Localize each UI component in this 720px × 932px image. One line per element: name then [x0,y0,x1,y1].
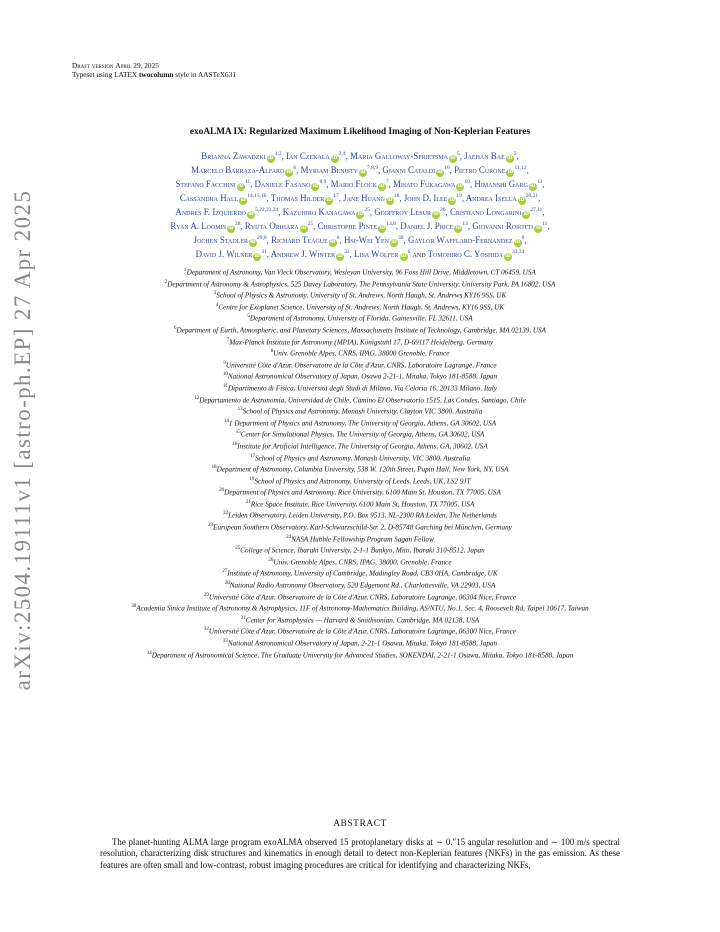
orcid-icon[interactable]: iD [523,211,529,217]
affiliation-number: 10 [222,372,228,378]
orcid-icon[interactable]: iD [530,183,536,189]
affiliation-text: Dipartimento di Fisica, Università degli Studi di Milano, Via Celoria 16, 20133 Milano, Italy [227,384,497,393]
orcid-icon[interactable]: iD [379,225,385,231]
affiliation-number: 11 [222,383,228,389]
author-affiliation-number: 14,15,16 [247,192,267,199]
affiliation-text: Department of Astronomy & Astrophysics, 525 Davey Laboratory, The Pennsylvania State University, University Park, PA 16802, USA [167,279,556,288]
author-affiliation-number: 8 [521,234,525,241]
affiliation-text: Department of Earth, Atmospheric, and Planetary Sciences, Massachusetts Institute of Technology, Cambridge, MA 02139, USA [176,326,547,335]
orcid-icon[interactable]: iD [312,183,319,189]
author-affiliation-number: 1,2 [274,151,282,157]
author-affiliation-number: 13 [462,220,468,227]
affiliation-text: Leiden Observatory, Leiden University, P.O. Box 9513, NL-2300 RA Leiden, The Netherlands [228,511,497,520]
affiliation-text: Departamento de Astronomía, Universidad de Chile, Camino El Observatorio 1515, Las Condes, Santiago, Chile [199,395,526,404]
affiliation-number: 27 [222,569,228,575]
affiliation-text: Academia Sinica Institute of Astronomy & Astrophysics, 11F of Astronomy-Mathematics Building, AS/NTU, No.1, Sec. 4, Roosevelt Rd, Taipei 10617, Taiwan [136,604,589,613]
author-name[interactable]: Marcelo Barraza-Alfaro [191,164,285,175]
affiliation [60,428,660,440]
orcid-icon[interactable]: iD [326,197,332,203]
affiliation-number: 5 [247,314,250,320]
author-affiliation-number: 13,8 [386,220,396,227]
affiliation [60,266,660,278]
orcid-icon[interactable]: iD [450,155,456,161]
and-conjunction: and [412,248,426,259]
author-name[interactable]: Gaylor Wafflard-Fernandez [407,234,513,245]
affiliation-number: 34 [146,650,152,656]
affiliation-text: Institute of Astronomy, University of Cambridge, Madingley Road, CB3 0HA, Cambridge, UK [227,569,498,578]
author-affiliation-number: 29,8 [257,234,267,241]
affiliation [60,382,660,394]
author-affiliation-number: 6 [407,248,411,255]
affiliation [60,602,660,614]
affiliation-number: 31 [240,615,246,621]
affiliation [60,556,660,568]
author-name[interactable]: Cassandra Hall [179,192,239,203]
author-name[interactable]: Giovanni Rosotti [472,220,534,231]
orcid-icon[interactable]: iD [300,225,307,231]
affiliation [60,475,660,487]
author-affiliation-number: 19 [456,192,462,199]
author-affiliation-number: 17 [333,192,339,199]
affiliation-text: Rice Space Institute, Rice University, 6100 Main St, Houston, TX 77005, USA [250,500,475,509]
orcid-icon[interactable]: iD [507,169,514,175]
draft-version-line: Draft version April 29, 2025 [72,61,159,70]
affiliation-number: 29 [203,592,209,598]
affiliation-number: 21 [245,499,251,505]
author-line: Brianna Zawadzki iD$^{1,2}$, Ian Czekala iD$^{3,4}$, Maria Galloway-Sprietsma $iD^5$, Jaehan Bae $iD^5$, [201,150,519,161]
affiliation [60,394,660,406]
author-affiliation-number: 33,34 [512,248,525,255]
orcid-icon[interactable]: iD [449,197,455,203]
author-name[interactable]: Stefano Facchini [175,178,236,189]
author-line: Marcelo Barraza-Alfaro $iD^6$, Myriam Benisty iD$^{7,8,9}$, Gianni Cataldi $iD^{10}$, Pietro Curone iD$^{11,12}$, [191,164,529,175]
orcid-icon[interactable]: iD [254,253,260,259]
affiliation-text: Centre for Exoplanet Science, University of St. Andrews, North Haugh, St. Andrews, KY16 9SS, UK [218,303,505,312]
affiliation [60,544,660,556]
affiliation-text: 1 Department of Physics and Astronomy, The University of Georgia, Athens, GA 30602, USA [228,419,497,428]
author-affiliation-number: 20,21 [525,192,539,199]
author-affiliation-number: 6 [336,234,340,241]
author-affiliation-number: 25 [364,206,370,213]
affiliation-text: Department of Physics and Astronomy, Rice University, 6100 Main St, Houston, TX 77005, USA [224,488,501,497]
affiliation-text: National Astronomical Observatory of Japan, 2-21-1 Osawa, Mitaka, Tokyo 181-8588, Japan [227,639,498,648]
affiliation [60,336,660,348]
author-affiliation-number: 11 [244,178,251,185]
author-name[interactable]: Daniele Fasano [254,178,311,189]
affiliation-text: College of Science, Ibaraki University, 2-1-1 Bunkyo, Mito, Ibaraki 310-8512, Japan [240,546,485,555]
author-name[interactable]: Himanshi Garg [474,178,528,189]
author-affiliation-number: 8,9 [319,178,327,185]
affiliation-text: NASA Hubble Fellowship Program Sagan Fellow [291,535,434,544]
affiliation-number: 6 [173,325,177,331]
affiliation-number: 16 [232,441,238,447]
affiliation-number: 25 [235,546,241,552]
affiliation-number: 30 [131,604,137,610]
arxiv-identifier: arXiv:2504.19111v1 [astro-ph.EP] 27 Apr 2025 [10,189,35,691]
author-affiliation-number: 11,12 [514,164,527,171]
affiliation-text: Department of Astronomy, Columbia University, 538 W. 120th Street, Pupin Hall, New York, NY, USA [216,465,509,474]
author-name[interactable]: Richard Teague [271,234,328,245]
orcid-icon[interactable]: iD [238,183,244,189]
orcid-icon[interactable]: iD [268,155,274,161]
orcid-icon[interactable]: iD [437,169,443,175]
author-name[interactable]: Thomas Hilder [270,192,325,203]
author-list [60,149,660,261]
preprint-header [72,61,236,79]
orcid-icon[interactable]: iD [400,253,407,259]
author-name[interactable]: Tomohiro C. Yoshida [427,248,504,259]
author-name[interactable]: Cristiano Longarini [449,206,522,217]
affiliation-text: School of Physics and Astronomy, University of Leeds, Leeds, UK, LS2 9JT [254,477,471,486]
author-name[interactable]: Maria Galloway-Sprietsma [350,150,448,161]
affiliation [60,614,660,626]
affiliation-number: 24 [286,534,292,540]
affiliation-text: European Southern Observatory, Karl-Schwarzschild-Str. 2, D-85748 Garching bei München, Germany [213,523,512,532]
author-name[interactable]: Mario Flock [330,178,377,189]
affiliation-text: Université Côte d'Azur, Observatoire de la Côte d'Azur, CNRS, Laboratoire Lagrange, France [225,361,497,370]
orcid-icon[interactable]: iD [357,211,363,217]
affiliation-text: National Astronomical Observatory of Japan, Osawa 2-21-1, Mitaka, Tokyo 181-8588, Japan [227,372,498,381]
affiliation [60,649,660,661]
affiliation [60,301,660,313]
affiliation [60,579,660,591]
affiliation-text: Université Côte d'Azur, Observatoire de la Côte d'Azur, CNRS, Laboratoire Lagrange, 06304 Nice, France [208,593,517,602]
affiliation [60,533,660,545]
author-affiliation-number: 5 [513,151,517,157]
affiliation-number: 15 [235,430,241,436]
affiliation-text: School of Physics and Astronomy, Monash University, Clayton VIC 3800, Australia [242,407,483,416]
author-affiliation-number: 13 [536,178,543,185]
affiliation-number: 26 [268,557,274,563]
author-affiliation-number: 3,4 [338,151,346,157]
affiliation-number: 9 [223,360,226,366]
author-name[interactable]: Christophe Pinte [317,220,378,231]
author-line: Cassandra Hall iD$^{14,15,16}$, Thomas Hilder $iD^{17}$, Jane Huang $iD^{18}$, John D. Ilee $iD^{19}$, Andrea Isella iD$^{20,21}$, [179,192,541,203]
orcid-icon[interactable]: iD [433,211,439,217]
paper-title: exoALMA IX: Regularized Maximum Likelihood Imaging of Non-Keplerian Features [189,127,531,137]
affiliation-text: Center for Astrophysics — Harvard & Smithsonian, Cambridge, MA 02138, USA [245,616,480,625]
author-name[interactable]: Andrew J. Winter [270,248,336,259]
author-affiliation-number: 10 [464,178,470,185]
author-affiliation-number: 18 [393,192,400,199]
author-line: Jochen Stadler iD$^{29,8}$, Richard Teague $iD^6$, Hsi-Wei Yen $iD^{30}$, Gaylor Wafflard-Fernandez $iD^8$, [193,234,527,245]
author-affiliation-number: 30 [398,234,404,241]
affiliation-number: 22 [223,511,229,517]
orcid-icon[interactable]: iD [332,155,338,161]
orcid-icon[interactable]: iD [535,225,541,231]
author-line: David J. Wilner $iD^{31}$, Andrew J. Winter $iD^{32}$, Lisa Wölfer $iD^6$ and Tomohiro C. Yoshida iD$^{33,34}$ [195,248,525,259]
affiliation-number: 19 [249,476,255,482]
affiliation [60,417,660,429]
affiliation-text: Center for Simulational Physics, The University of Georgia, Athens, GA 30602, USA [240,430,485,439]
affiliation-number: 32 [203,627,209,633]
orcid-icon[interactable]: iD [250,239,256,245]
orcid-icon[interactable]: iD [240,197,246,203]
author-line: Andrés F. Izquierdo iD$^{5,22,23,24}$, Kazuhiro Kanagawa $iD^{25}$, Geoffroy Lesur $iD^{26}$, Cristiano Longarini iD$^{27,11}$, [175,206,545,217]
author-name[interactable]: Hsi-Wei Yen [343,234,390,245]
affiliation-number: 8 [270,349,274,355]
affiliation [60,509,660,521]
affiliation [60,521,660,533]
affiliation [60,637,660,649]
affiliation-text: Department of Astronomical Science, The Graduate University for Advanced Studies, SOKENDAI, 2-21-1 Osawa, Mitaka, Tokyo 181-8588, Japan [151,650,574,659]
affiliation [60,625,660,637]
affiliation [60,440,660,452]
affiliation-number: 13 [237,407,243,413]
orcid-icon[interactable]: iD [387,197,393,203]
author-affiliation-number: 7 [385,178,389,185]
orcid-icon[interactable]: iD [228,225,234,231]
author-affiliation-number: 26 [440,206,446,213]
author-affiliation-number: 11 [542,220,548,227]
orcid-icon[interactable]: iD [455,225,462,231]
orcid-icon[interactable]: iD [391,239,397,245]
affiliation [60,405,660,417]
author-name[interactable]: Ryan A. Loomis [170,220,226,231]
affiliation-text: School of Physics & Astronomy, University of St. Andrews, North Haugh, St. Andrews KY16 9SS, UK [216,291,507,300]
author-name[interactable]: Kazuhiro Kanagawa [282,206,356,217]
affiliation-text: Univ. Grenoble Alpes, CNRS, IPAG, 38000 Grenoble, France [273,349,450,358]
affiliation [60,278,660,290]
abstract-heading: ABSTRACT [333,819,387,829]
affiliation [60,591,660,603]
affiliation-text: Department of Astronomy, University of Florida, Gainesville, FL 32611, USA [249,314,473,323]
affiliation-number: 17 [249,453,255,459]
author-affiliation-number: 10 [444,164,450,171]
author-name[interactable]: Andrés F. Izquierdo [175,206,246,217]
author-name[interactable]: Gianni Cataldi [382,164,436,175]
affiliation [60,312,660,324]
orcid-icon[interactable]: iD [330,239,336,245]
author-affiliation-number: 28 [234,220,241,227]
author-name[interactable]: Jaehan Bae [464,150,505,161]
affiliation-number: 18 [211,465,217,471]
affiliation-number: 3 [213,291,217,297]
affiliation-text: School of Physics and Astronomy, Monash University, VIC 3800, Australia [254,453,471,462]
author-name[interactable]: Myriam Benisty [300,164,358,175]
orcid-icon[interactable]: iD [337,253,343,259]
author-name[interactable]: Geoffroy Lesur [374,206,432,217]
orcid-icon[interactable]: iD [360,169,366,175]
affiliation [60,289,660,301]
author-name[interactable]: Andrea Isella [465,192,517,203]
author-line: Stefano Facchini $iD^{11}$, Daniele Fasano iD$^{8,9}$, Mario Flock $iD^7$, Misato Fukagawa $iD^{10}$, Himanshi Garg $iD^{13}$, [175,178,545,189]
author-affiliation-number: 5,22,23,24 [254,206,279,213]
author-affiliation-number: 27,11 [530,206,543,213]
affiliation [60,359,660,371]
author-line: Ryan A. Loomis $iD^{28}$, Ryuta Orihara $iD^{25}$, Christophe Pinte iD$^{13,8}$, Daniel J. Price $iD^{13}$, Giovanni Rosotti $iD^{11}$, [170,220,550,231]
orcid-icon[interactable]: iD [519,197,525,203]
author-name[interactable]: David J. Wilner [195,248,253,259]
affiliation-number: 33 [222,639,228,644]
orcid-icon[interactable]: iD [457,183,464,189]
affiliation-number: 14 [223,418,229,424]
author-name[interactable]: Ryuta Orihara [244,220,299,231]
affiliation [60,347,660,359]
author-affiliation-number: 25 [307,220,314,227]
orcid-icon[interactable]: iD [505,253,511,259]
author-affiliation-number: 6 [293,164,297,171]
affiliation-text: National Radio Astronomy Observatory, 520 Edgemont Rd., Charlottesville, VA 22903, USA [229,581,496,590]
orcid-icon[interactable]: iD [286,169,293,175]
author-affiliation-number: 7,8,9 [366,164,378,171]
affiliation [60,463,660,475]
affiliation-number: 28 [224,581,230,587]
affiliation-number: 20 [219,488,225,494]
affiliation [60,498,660,510]
author-name[interactable]: Pietro Curone [454,164,506,175]
affiliation-text: Max-Planck Institute for Astronomy (MPIA), Königstuhl 17, D-69117 Heidelberg, Germany [229,337,494,346]
author-name[interactable]: Daniel J. Price [400,220,454,231]
author-name[interactable]: Ian Czekala [286,150,330,161]
orcid-icon[interactable]: iD [514,239,521,245]
orcid-icon[interactable]: iD [248,211,254,217]
affiliation-number: 23 [208,523,214,529]
author-affiliation-number: 31 [261,248,267,255]
affiliation [60,567,660,579]
affiliation-number: 2 [164,279,168,285]
affiliation [60,452,660,464]
typeset-line: Typeset using LATEX twocolumn style in AASTeX631 [72,70,236,79]
affiliation-list [60,266,660,660]
author-name[interactable]: Jochen Stadler [193,234,248,245]
affiliation-text: Institute for Artificial Intelligence, The University of Georgia, Athens, GA, 30602, USA [237,442,488,451]
author-affiliation-number: 32 [344,248,350,255]
author-name[interactable]: Jane Huang [343,192,385,203]
affiliation [60,324,660,336]
affiliation-text: Université Côte d'Azur, Observatoire de la Côte d'Azur, CNRS, Laboratoire Lagrange, 06300 Nice, France [208,627,517,636]
author-name[interactable]: Lisa Wölfer [354,248,399,259]
author-name[interactable]: Misato Fukagawa [393,178,456,189]
affiliation-number: 12 [194,395,200,401]
affiliation [60,486,660,498]
affiliation-number: 7 [226,337,230,343]
affiliation-number: 4 [215,302,219,308]
author-name[interactable]: Brianna Zawadzki [201,150,266,161]
affiliation-text: Univ. Grenoble Alpes, CNRS, IPAG, 38000, Grenoble, France [273,558,452,567]
author-name[interactable]: John D. Ilee [403,192,448,203]
affiliation-text: Department of Astronomy, Van Vleck Observatory, Wesleyan University, 96 Foss Hill Drive, Middletown, CT 06459, USA [186,268,536,277]
affiliation [60,370,660,382]
orcid-icon[interactable]: iD [507,155,513,161]
abstract-text: The planet-hunting ALMA large program exoALMA observed 15 protoplanetary disks at ∼ 0.″15 angular resolution and ∼ 100 m/s spectral resolution, characterizing disk structures and kinematics in enough detail to detect non-Keplerian features (NKFs) in the gas emission. As these features are often small and low-contrast, robust imaging procedures are critical for identifying and characterizing NKFs, [100,837,620,870]
affiliation-number: 1 [184,268,187,273]
author-affiliation-number: 5 [456,151,460,157]
orcid-icon[interactable]: iD [379,183,385,189]
